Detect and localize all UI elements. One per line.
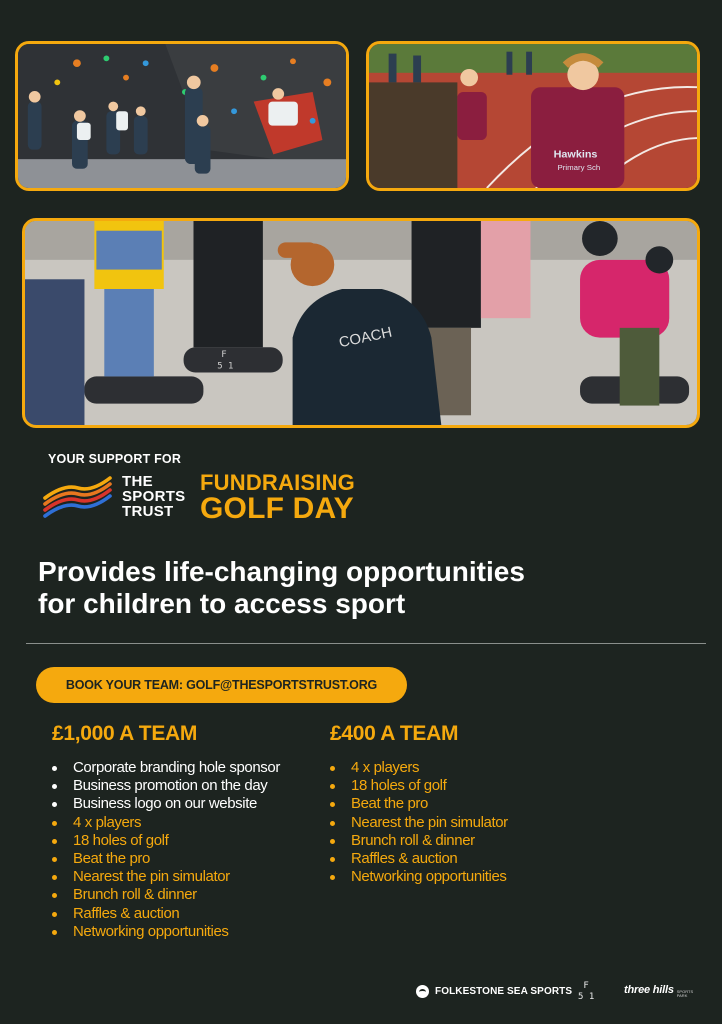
benefit-item: Nearest the pin simulator [330,814,560,832]
headline-line-2: for children to access sport [38,588,406,619]
benefit-item: 4 x players [330,759,560,777]
folkestone-sea-sports-text: FOLKESTONE SEA SPORTS [435,986,573,997]
hoodie-text: COACH [337,324,394,352]
divider [26,643,706,644]
benefit-item: Brunch roll & dinner [330,832,560,850]
sports-trust-logo [42,472,192,524]
sports-trust-waves-icon [42,474,114,518]
vest-text-line1: Hawkins [553,148,598,161]
event-title-line-1: FUNDRAISING [200,470,355,495]
logo-line-1: THE [122,473,153,490]
folkestone-sea-sports-logo [416,985,572,998]
benefit-item: Raffles & auction [330,850,560,868]
tier-title: £1,000 A TEAM [52,722,198,745]
benefit-item: Business promotion on the day [52,777,322,795]
photo-skateboard-session [22,218,700,428]
tier-1000 [52,722,322,941]
book-team-label: BOOK YOUR TEAM: [65,678,183,692]
photo-climbing-wall [15,41,349,191]
tier-title: £400 A TEAM [330,722,459,745]
climbing-wall-illustration [18,44,346,188]
wave-icon [416,985,429,998]
benefit-item: Nearest the pin simulator [52,868,322,886]
benefit-item: Networking opportunities [52,923,322,941]
track-illustration [369,44,697,188]
f51-logo [578,981,594,1003]
headline [38,556,678,620]
book-team-email[interactable]: GOLF@THESPORTSTRUST.ORG [186,678,378,692]
logo-line-3: TRUST [122,503,174,520]
benefit-item: 18 holes of golf [330,777,560,795]
benefit-item: Brunch roll & dinner [52,886,322,904]
benefit-item: Beat the pro [330,795,560,813]
benefit-item: Corporate branding hole sponsor [52,759,322,777]
benefit-item: Networking opportunities [330,868,560,886]
logo-line-2: SPORTS [122,488,186,505]
skate-illustration [25,221,697,425]
f51-bottom: 5 1 [578,992,595,1002]
headline-line-1: Provides life-changing opportunities [38,556,525,587]
tier-benefits-list [52,759,322,941]
tier-400 [330,722,560,886]
board-mark-2: 5 1 [217,361,234,372]
sports-trust-wordmark [122,474,185,519]
three-hills-subtext: SPORTS PARK [676,989,694,998]
benefit-item: 4 x players [52,814,322,832]
three-hills-text: three hills [624,984,674,996]
benefit-item: 18 holes of golf [52,832,322,850]
event-title [200,471,355,523]
support-label: YOUR SUPPORT FOR [48,452,182,466]
f51-top: F [583,981,589,991]
tier-benefits-list [330,759,560,886]
benefit-item: Beat the pro [52,850,322,868]
board-mark-1: F [221,350,227,360]
book-team-button[interactable] [36,667,407,703]
event-title-line-2: GOLF DAY [200,492,354,525]
benefit-item: Raffles & auction [52,905,322,923]
photo-running-track [366,41,700,191]
vest-text-line2: Primary Sch [557,162,601,172]
three-hills-logo [624,984,694,998]
benefit-item: Business logo on our website [52,795,322,813]
